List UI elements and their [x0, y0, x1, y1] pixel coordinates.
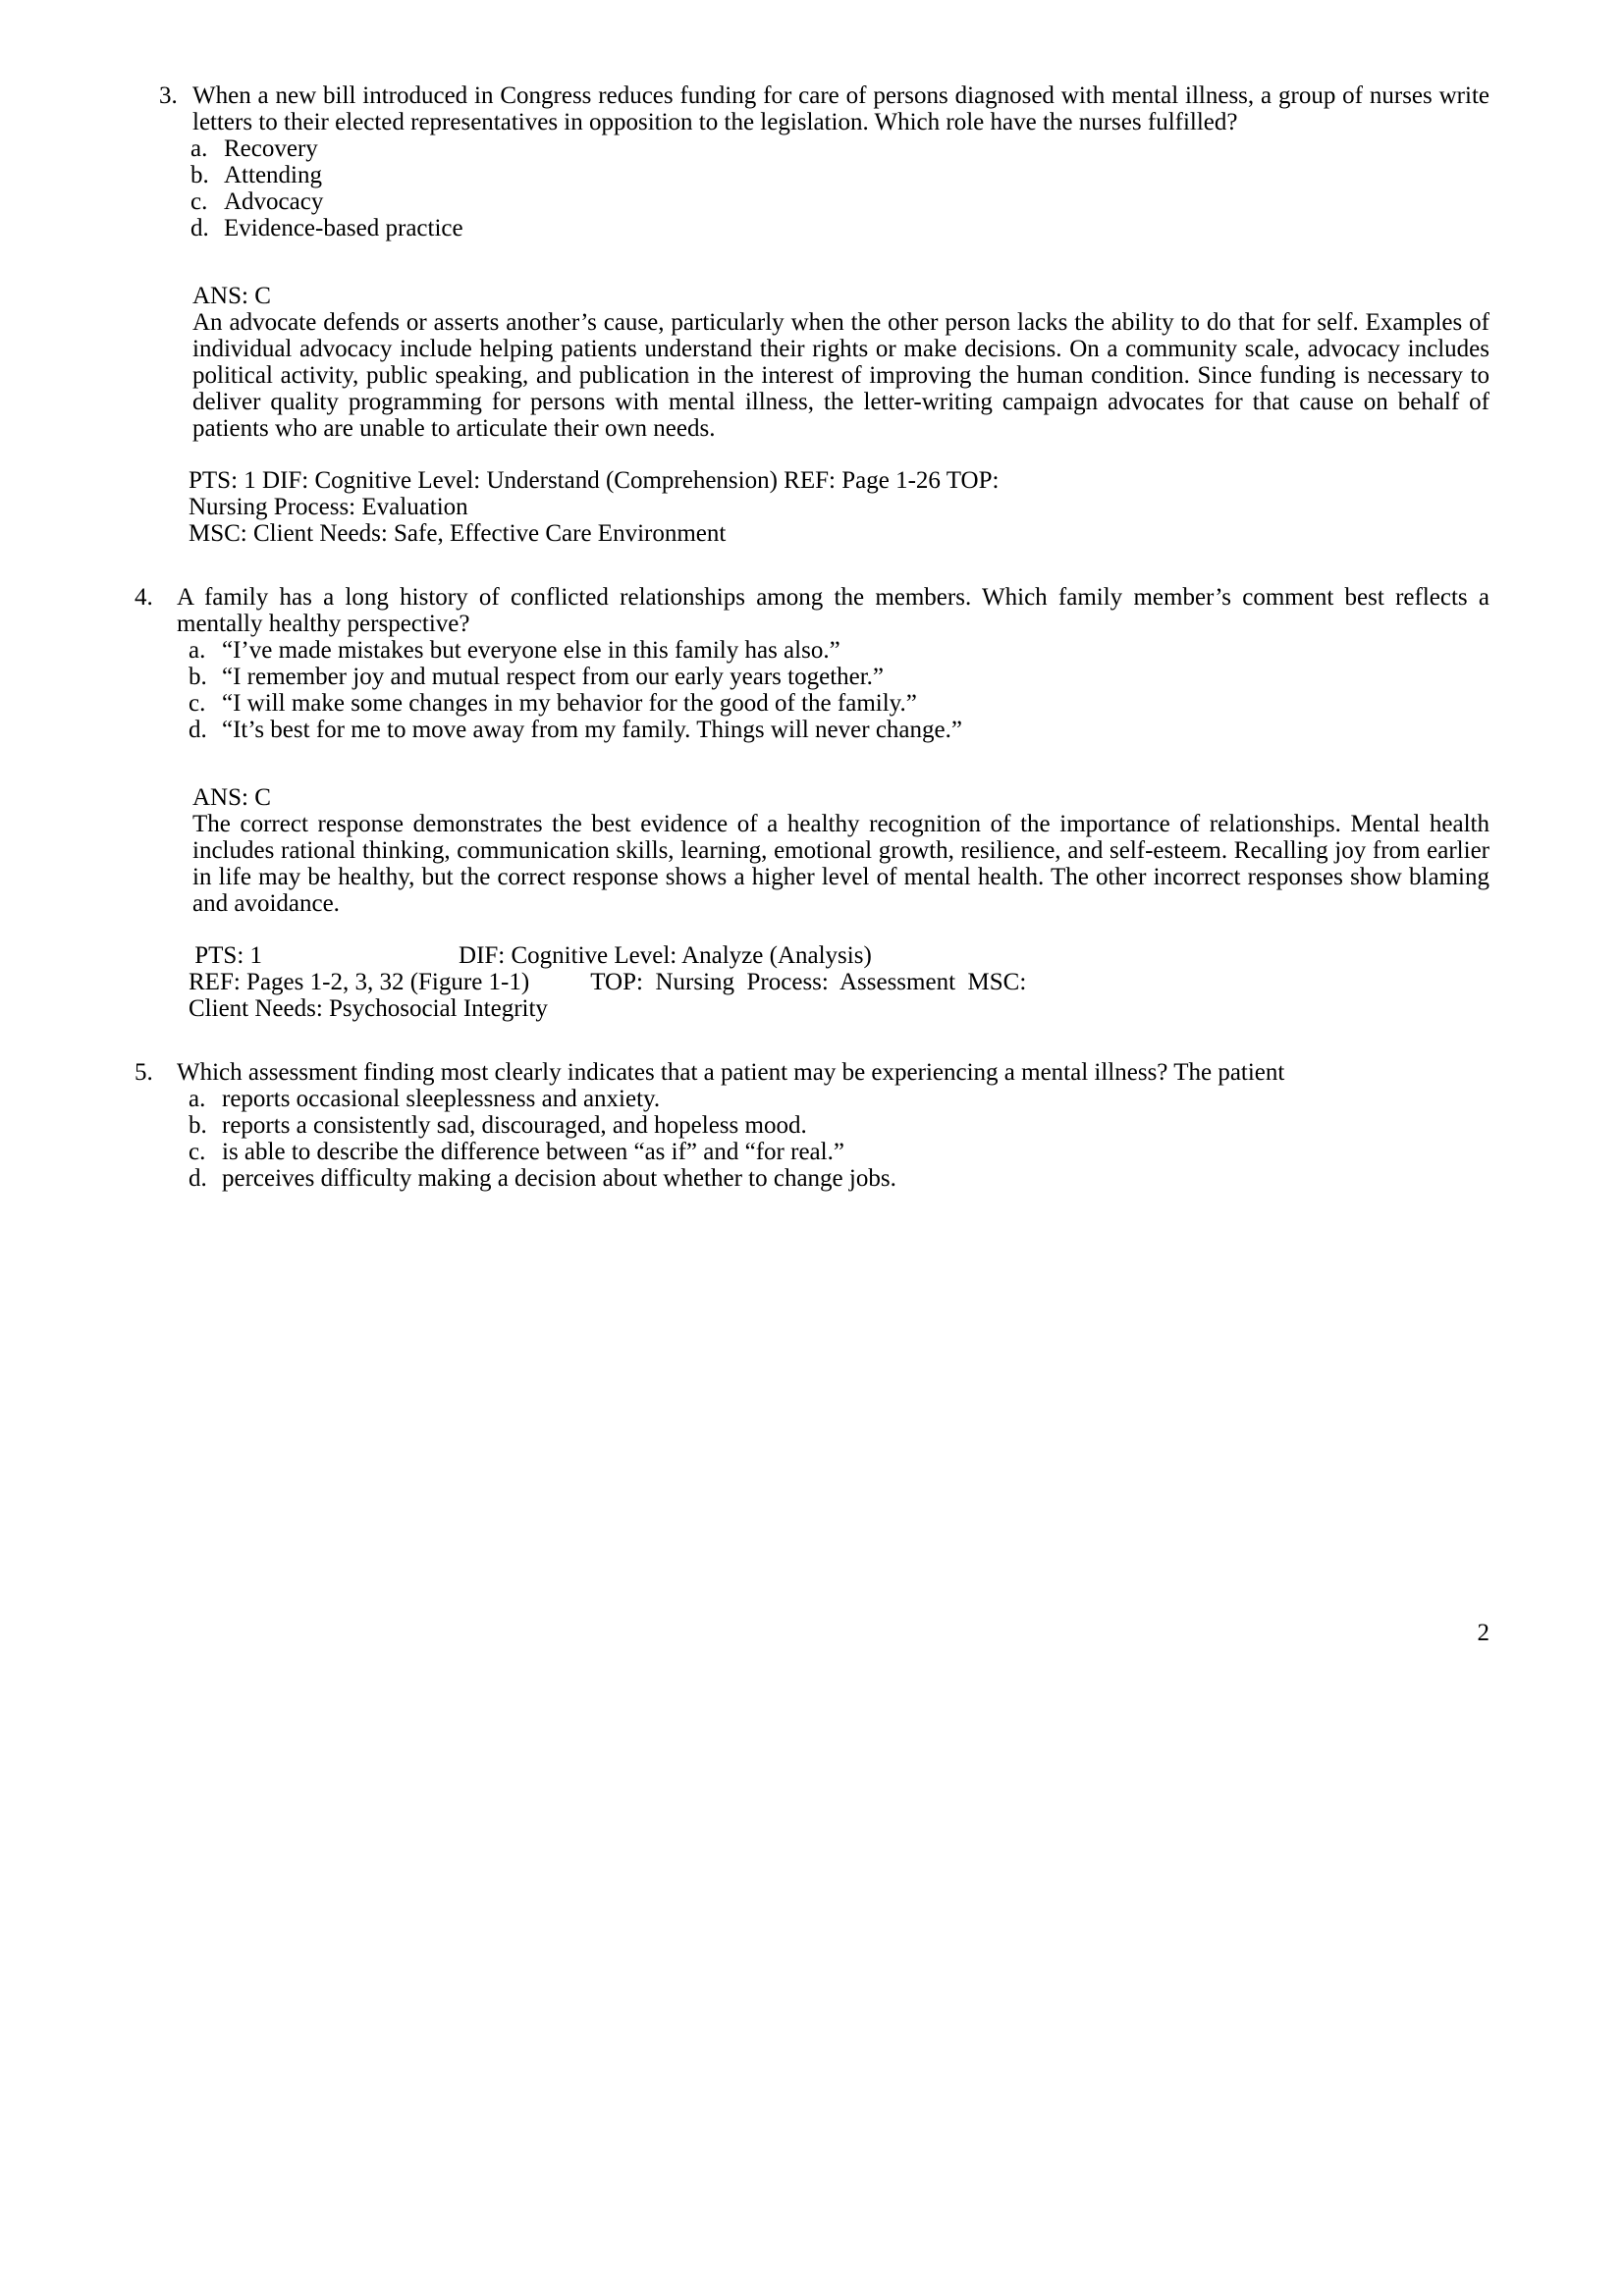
options-list — [0, 1086, 1624, 1192]
option-row — [0, 188, 1624, 215]
option-row — [0, 664, 1624, 690]
answer-rationale: An advocate defends or asserts another’s cause, particularly when the other person lacks the ability to do that for self. Examples of individual advocacy include helping patients understand their rights or make decisions. On a community scale, advocacy includes political activity, public speaking, and publication in the interest of improving the human condition. Since funding is necessary to deliver quality programming for persons with mental illness, the letter-writing campaign advocates for that cause on behalf of patients who are unable to articulate their own needs. — [192, 309, 1489, 442]
question-metadata — [0, 467, 1624, 547]
question-number: 3. — [159, 82, 178, 109]
option-text: perceives difficulty making a decision about whether to change jobs. — [222, 1165, 896, 1192]
options-list — [0, 637, 1624, 743]
option-text: reports a consistently sad, discouraged, and hopeless mood. — [222, 1112, 807, 1139]
answer-section — [0, 784, 1624, 917]
option-row — [0, 717, 1624, 743]
question-metadata — [0, 942, 1624, 1022]
option-letter: d. — [189, 717, 207, 743]
option-letter: a. — [190, 135, 208, 162]
meta-line: REF: Pages 1-2, 3, 32 (Figure 1-1) TOP: Nursing Process: Assessment MSC: — [189, 969, 1027, 995]
question-stem: Which assessment finding most clearly indicates that a patient may be experiencing a mental illness? The patient — [177, 1059, 1285, 1086]
question-stem-row — [0, 1059, 1624, 1086]
option-letter: d. — [190, 215, 209, 241]
option-letter: c. — [189, 1139, 206, 1165]
option-letter: b. — [189, 664, 207, 690]
question-stem-row — [0, 584, 1624, 637]
question-number: 4. — [135, 584, 153, 611]
option-row — [0, 135, 1624, 162]
question-number: 5. — [135, 1059, 153, 1086]
option-letter: a. — [189, 1086, 206, 1112]
option-text: is able to describe the difference between “as if” and “for real.” — [222, 1139, 844, 1165]
answer-section — [0, 283, 1624, 442]
answer-rationale: The correct response demonstrates the best evidence of a healthy recognition of the importance of relationships. Mental health includes rational thinking, communication skills, learning, emotional growth, resilience, and self-esteem. Recalling joy from earlier in life may be healthy, but the correct response shows a higher level of mental health. The other incorrect responses show blaming and avoidance. — [192, 811, 1489, 917]
option-text: reports occasional sleeplessness and anxiety. — [222, 1086, 661, 1112]
option-letter: b. — [189, 1112, 207, 1139]
meta-line: PTS: 1 DIF: Cognitive Level: Analyze (Analysis) — [189, 942, 872, 969]
option-letter: c. — [189, 690, 206, 717]
option-row — [0, 637, 1624, 664]
question-5 — [0, 1059, 1624, 1192]
option-row — [0, 690, 1624, 717]
option-row — [0, 162, 1624, 188]
option-text: Recovery — [224, 135, 318, 162]
meta-line: MSC: Client Needs: Safe, Effective Care Environment — [189, 520, 727, 547]
option-text: Advocacy — [224, 188, 324, 215]
question-4 — [0, 584, 1624, 1022]
option-row — [0, 215, 1624, 241]
question-stem: When a new bill introduced in Congress reduces funding for care of persons diagnosed with mental illness, a group of nurses write letters to their elected representatives in opposition to the legislation. Which role have the nurses fulfilled? — [192, 82, 1489, 135]
option-text: “I remember joy and mutual respect from our early years together.” — [222, 664, 885, 690]
question-stem-row — [0, 82, 1624, 135]
option-letter: b. — [190, 162, 209, 188]
option-row — [0, 1086, 1624, 1112]
option-text: Attending — [224, 162, 322, 188]
option-row — [0, 1139, 1624, 1165]
question-3 — [0, 82, 1624, 547]
answer-label: ANS: C — [192, 283, 271, 309]
page-content — [0, 82, 1624, 1192]
option-text: “I’ve made mistakes but everyone else in this family has also.” — [222, 637, 840, 664]
option-letter: c. — [190, 188, 208, 215]
option-letter: d. — [189, 1165, 207, 1192]
answer-label: ANS: C — [192, 784, 271, 811]
option-text: “It’s best for me to move away from my family. Things will never change.” — [222, 717, 962, 743]
page-number: 2 — [1477, 1620, 1489, 1646]
question-stem: A family has a long history of conflicted relationships among the members. Which family member’s comment best reflects a mentally healthy perspective? — [177, 584, 1489, 637]
option-text: Evidence-based practice — [224, 215, 463, 241]
meta-line: PTS: 1 DIF: Cognitive Level: Understand (Comprehension) REF: Page 1-26 TOP: — [189, 467, 1000, 494]
option-letter: a. — [189, 637, 206, 664]
option-row — [0, 1112, 1624, 1139]
meta-line: Client Needs: Psychosocial Integrity — [189, 995, 548, 1022]
option-row — [0, 1165, 1624, 1192]
option-text: “I will make some changes in my behavior for the good of the family.” — [222, 690, 917, 717]
meta-line: Nursing Process: Evaluation — [189, 494, 468, 520]
options-list — [0, 135, 1624, 241]
